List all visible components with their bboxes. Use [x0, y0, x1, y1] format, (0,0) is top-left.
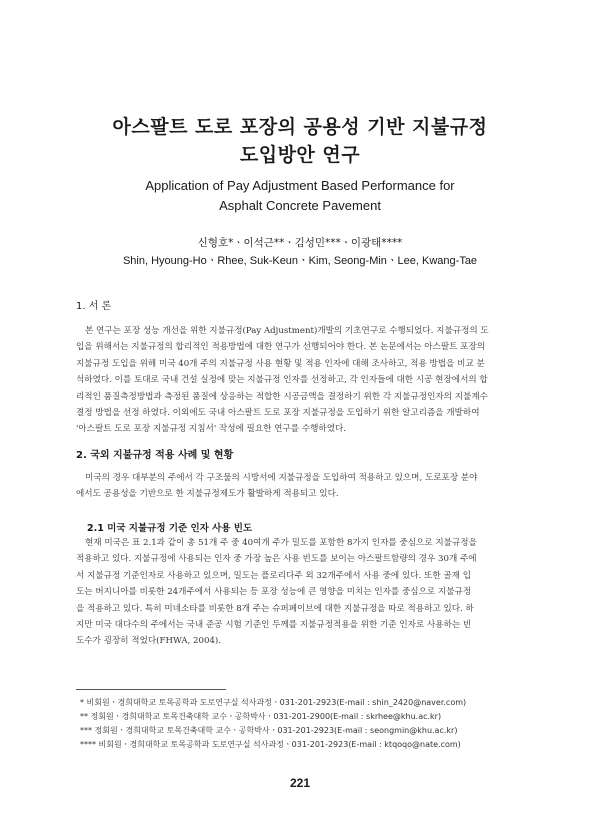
- paragraph-line: 도는 버지니아를 비롯한 24개주에서 사용되는 등 포장 성능에 큰 영향을 미치는 인자를 중심으로 지불규정: [76, 587, 472, 598]
- paragraph-line: 리적인 품질측정방법과 측정된 품질에 상응하는 적합한 시공금액을 결정하기 위한 각 지불규정인자의 지불계수: [76, 391, 488, 402]
- paragraph-line: 현재 미국은 표 2.1과 같이 총 51개 주 중 40여개 주가 밀도를 포함한 8가지 인자를 중심으로 지불규정을: [85, 538, 477, 548]
- section-1-heading: 1. 서 론: [76, 301, 112, 312]
- paragraph-line: 도수가 굉장히 적었다(FHWA, 2004).: [76, 636, 222, 647]
- section-2-1-heading: 2.1 미국 지불규정 기준 인자 사용 빈도: [87, 523, 253, 534]
- page-number: 221: [289, 776, 311, 790]
- section-2-1-paragraph: [76, 535, 524, 650]
- title-korean-line-1: 아스팔트 도로 포장의 공용성 기반 지불규정: [112, 116, 488, 138]
- paragraph-line: 에서도 공용성을 기반으로 한 지불규정제도가 활발하게 적용되고 있다.: [76, 489, 339, 500]
- footnote-3: *** 정회원ㆍ경희대학교 토목건축대학 교수ㆍ공학박사ㆍ031-201-2923(E-mail : seongmin@khu.ac.kr): [80, 726, 458, 735]
- section-1-paragraph: [76, 323, 524, 438]
- footnote-2: ** 정회원ㆍ경희대학교 토목건축대학 교수ㆍ공학박사ㆍ031-201-2900(E-mail : skrhee@khu.ac.kr): [80, 712, 442, 721]
- paragraph-line: '아스팔트 도로 포장 지불규정 지침서' 작성에 필요한 연구를 수행하였다.: [76, 424, 347, 435]
- paragraph-line: 결정 방법을 선정 하였다. 이외에도 국내 아스팔트 도로 포장 지불규정을 도입하기 위한 알고리즘을 개발하여: [76, 408, 480, 419]
- title-english-line-2: Asphalt Concrete Pavement: [219, 198, 381, 213]
- authors-english: Shin, Hyoung-HoㆍRhee, Suk-KeunㆍKim, Seong-MinㆍLee, Kwang-Tae: [122, 255, 478, 267]
- paragraph-line: 적용하고 있다. 지불규정에 사용되는 인자 중 가장 높은 사용 빈도를 보이는 아스팔트함량의 경우 30개 주에: [76, 554, 477, 565]
- paragraph-line: 본 연구는 포장 성능 개선을 위한 지불규정(Pay Adjustment)개발의 기초연구로 수행되었다. 지불규정의 도: [85, 326, 489, 336]
- paragraph-line: 입을 위해서는 지불규정의 합리적인 적용방법에 대한 연구가 선행되어야 한다. 본 논문에서는 아스팔트 포장의: [76, 342, 486, 353]
- footnote-1: * 비회원ㆍ경희대학교 토목공학과 도로연구실 석사과정ㆍ031-201-2923(E-mail : shin_2420@naver.com): [80, 698, 467, 707]
- paragraph-line: 미국의 경우 대부분의 주에서 각 구조물의 시방서에 지불규정을 도입하여 적용하고 있으며, 도로포장 분야: [85, 473, 478, 483]
- paragraph-line: 지불규정 도입을 위해 미국 40개 주의 지불규정 사용 현황 및 적용 인자에 대해 조사하고, 적용 방법을 비교 분: [76, 358, 485, 369]
- section-2-heading: 2. 국외 지불규정 적용 사례 및 현황: [76, 450, 234, 461]
- paragraph-line: 석하였다. 이를 토대로 국내 건설 실정에 맞는 지불규정 인자를 선정하고, 각 인자들에 대한 시공 현장에서의 합: [76, 375, 488, 386]
- title-english-line-1: Application of Pay Adjustment Based Performance for: [145, 178, 455, 193]
- footnote-4: **** 비회원ㆍ경희대학교 토목공학과 도로연구실 석사과정ㆍ031-201-2923(E-mail : ktqoqo@nate.com): [80, 740, 461, 749]
- title-korean-line-2: 도입방안 연구: [239, 144, 361, 166]
- footnote-divider: [76, 689, 226, 690]
- paragraph-line: 지만 미국 대다수의 주에서는 국내 준공 시험 기준인 두께를 지불규정적용을 위한 기준 인자로 사용하는 빈: [76, 620, 472, 631]
- paragraph-line: 을 적용하고 있다. 특히 미네소타를 비롯한 8개 주는 슈퍼페이브에 대한 지불규정을 따로 적용하고 있다. 하: [76, 603, 474, 614]
- authors-korean: 신형호*ㆍ이석근**ㆍ김성민***ㆍ이광태****: [197, 237, 403, 249]
- section-2-paragraph: [76, 470, 524, 503]
- paragraph-line: 서 지불규정 기준인자로 사용하고 있으며, 밀도는 플로리다주 외 32개주에서 사용 중에 있다. 또한 골재 입: [76, 570, 472, 581]
